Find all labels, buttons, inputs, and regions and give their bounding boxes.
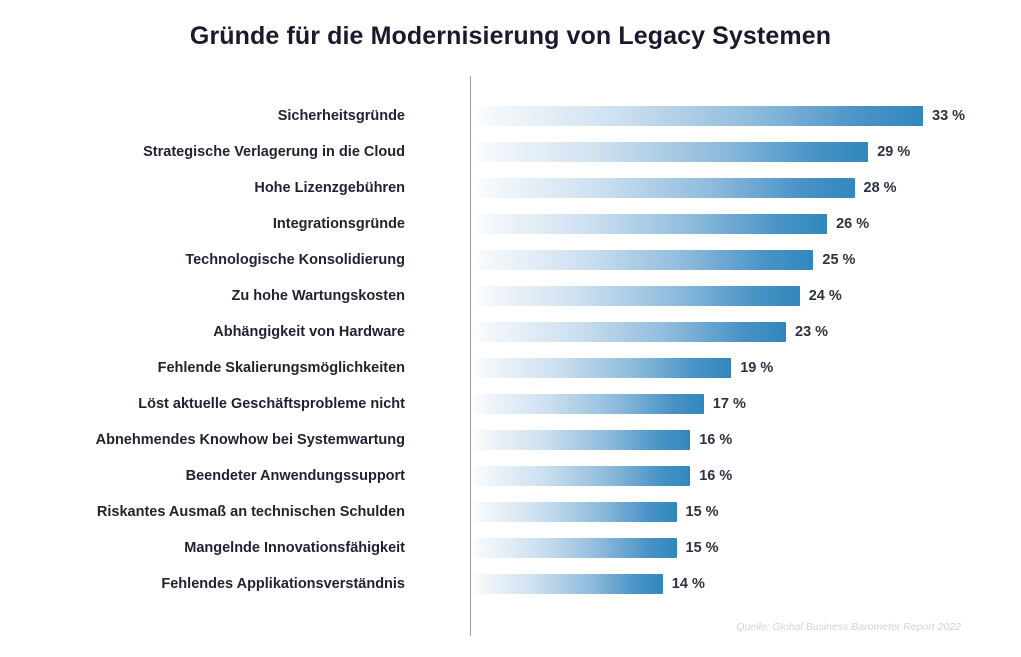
category-label: Löst aktuelle Geschäftsprobleme nicht xyxy=(138,396,405,412)
bar-value-label: 15 % xyxy=(685,540,719,556)
category-label: Hohe Lizenzgebühren xyxy=(254,180,405,196)
source-note: Quelle: Global Business Barometer Report 2022 xyxy=(736,621,961,633)
bar-value-label: 14 % xyxy=(671,576,705,592)
bar-value-label: 19 % xyxy=(740,360,774,376)
bar-row xyxy=(60,458,965,494)
bar-value-label: 16 % xyxy=(699,432,733,448)
bar-row xyxy=(60,278,965,314)
bar xyxy=(471,574,663,594)
bar xyxy=(471,538,677,558)
category-label: Strategische Verlagerung in die Cloud xyxy=(143,144,405,160)
category-label: Technologische Konsolidierung xyxy=(185,252,405,268)
bar xyxy=(471,106,923,126)
bar xyxy=(471,466,690,486)
bar-rows xyxy=(60,98,965,602)
bar-value-label: 15 % xyxy=(685,504,719,520)
bar-value-label: 33 % xyxy=(932,108,966,124)
bar-container xyxy=(471,242,855,278)
bar-row xyxy=(60,206,965,242)
bar-row xyxy=(60,134,965,170)
bar-container xyxy=(471,206,869,242)
bar-container xyxy=(471,494,719,530)
category-label: Riskantes Ausmaß an technischen Schulden xyxy=(96,504,405,520)
bar xyxy=(471,430,690,450)
category-label: Fehlende Skalierungsmöglichkeiten xyxy=(157,360,405,376)
bar xyxy=(471,250,813,270)
bar-row xyxy=(60,422,965,458)
bar-container xyxy=(471,98,965,134)
chart-title: Gründe für die Modernisierung von Legacy Systemen xyxy=(189,22,832,50)
bar xyxy=(471,322,786,342)
bar-container xyxy=(471,422,732,458)
bar xyxy=(471,358,731,378)
bar-container xyxy=(471,278,842,314)
category-label: Integrationsgründe xyxy=(272,216,405,232)
bar xyxy=(471,178,855,198)
bar-row xyxy=(60,566,965,602)
bar-container xyxy=(471,170,897,206)
bar-container xyxy=(471,350,773,386)
bar-value-label: 16 % xyxy=(699,468,733,484)
category-label: Sicherheitsgründe xyxy=(277,108,405,124)
category-label: Zu hohe Wartungskosten xyxy=(231,288,405,304)
bar xyxy=(471,394,704,414)
category-label: Fehlendes Applikationsverständnis xyxy=(161,576,405,592)
bar-value-label: 25 % xyxy=(822,252,856,268)
bar-row xyxy=(60,494,965,530)
bar-row xyxy=(60,170,965,206)
bar-container xyxy=(471,566,705,602)
bar xyxy=(471,286,800,306)
bar-row xyxy=(60,386,965,422)
bar-container xyxy=(471,134,910,170)
category-label: Mangelnde Innovationsfähigkeit xyxy=(184,540,405,556)
category-label: Abnehmendes Knowhow bei Systemwartung xyxy=(95,432,405,448)
category-label: Abhängigkeit von Hardware xyxy=(213,324,405,340)
bar-container xyxy=(471,530,719,566)
bar xyxy=(471,142,868,162)
chart-plot-area xyxy=(60,76,965,636)
bar-value-label: 17 % xyxy=(712,396,746,412)
bar-row xyxy=(60,350,965,386)
bar-container xyxy=(471,458,732,494)
bar-container xyxy=(471,386,746,422)
bar-row xyxy=(60,242,965,278)
bar-value-label: 24 % xyxy=(808,288,842,304)
bar xyxy=(471,214,827,234)
bar-value-label: 23 % xyxy=(795,324,829,340)
bar-row xyxy=(60,98,965,134)
bar-value-label: 26 % xyxy=(836,216,870,232)
category-label: Beendeter Anwendungssupport xyxy=(185,468,405,484)
bar xyxy=(471,502,677,522)
bar-container xyxy=(471,314,828,350)
bar-value-label: 29 % xyxy=(877,144,911,160)
bar-value-label: 28 % xyxy=(863,180,897,196)
bar-row xyxy=(60,530,965,566)
bar-row xyxy=(60,314,965,350)
